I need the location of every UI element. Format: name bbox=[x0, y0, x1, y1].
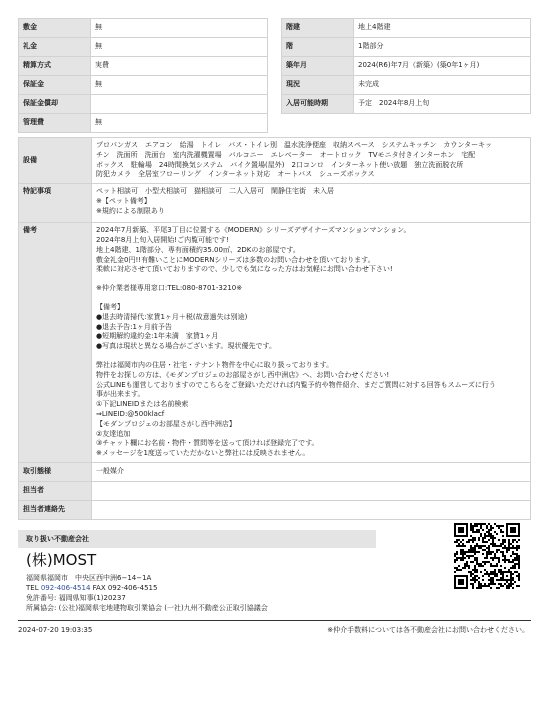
special-line: ※規約による制限あり bbox=[96, 206, 165, 215]
remarks-value bbox=[92, 223, 531, 463]
equipment-value bbox=[92, 138, 531, 184]
transaction-value: 一般媒介 bbox=[92, 462, 531, 481]
remarks-line: 物件をお探しの方は、《モダンプロジェのお部屋さがし西中洲店》へ、お問い合わせください! bbox=[96, 370, 390, 379]
building-value: 地上4階建 bbox=[354, 19, 531, 38]
equipment-line: プロパンガス エアコン 給湯 トイレ バス・トイレ別 温水洗浄便座 収納スペース システムキッチン カウンターキッ bbox=[96, 141, 492, 149]
special-line: ペット相談可 小型犬相談可 猫相談可 二人入居可 閑静住宅街 未入居 bbox=[96, 187, 334, 196]
commission-note: ※仲介手数料については各不動産会社にお問い合わせください。 bbox=[327, 626, 529, 634]
building-label: 現況 bbox=[282, 76, 354, 95]
building-value: 1階部分 bbox=[354, 38, 531, 57]
equipment-line: 防犯カメラ 全居室フローリング インターネット対応 オートバス シューズボックス bbox=[96, 170, 375, 179]
company-info bbox=[26, 573, 268, 614]
remarks-line: ※仲介業者様専用窓口:TEL:080-8701-3210※ bbox=[96, 284, 243, 293]
remarks-row bbox=[19, 223, 531, 463]
tel-prefix: TEL bbox=[26, 584, 41, 593]
details-table bbox=[18, 137, 531, 520]
remarks-line bbox=[96, 352, 526, 361]
staff-contact-value bbox=[92, 500, 531, 519]
term-value: 無 bbox=[91, 19, 268, 38]
equipment-line: ボックス 駐輪場 24時間換気システム バイク置場(屋外) 2口コンロ インターネット使い放題 独立洗面脱衣所 bbox=[96, 160, 464, 169]
footer-divider bbox=[18, 620, 531, 621]
equipment-label: 設備 bbox=[19, 138, 92, 184]
remarks-line: ●退去時清掃代:家賃1ヶ月＋税(故意過失は別途) bbox=[96, 312, 248, 321]
term-label: 管理費 bbox=[19, 114, 91, 133]
qr-code[interactable] bbox=[454, 523, 520, 589]
staff-value bbox=[92, 481, 531, 500]
remarks-line: ③チャット欄にお名前・物件・質問等を送って頂ければ登録完了です。 bbox=[96, 439, 319, 448]
association: 所属協会: (公社)福岡県宅地建物取引業協会 (一社)九州不動産公正取引協議会 bbox=[26, 604, 268, 613]
building-row bbox=[282, 38, 531, 57]
remarks-line: ①下記LINEIDまたは名前検索 bbox=[96, 400, 189, 409]
company-address: 福岡県福岡市 中央区西中洲6−14−1A bbox=[26, 574, 152, 582]
building-row bbox=[282, 19, 531, 38]
term-value: 無 bbox=[91, 38, 268, 57]
remarks-line: ②友達追加 bbox=[96, 429, 131, 438]
building-value: 2024(R6)年7月（新築）(築0年1ヶ月) bbox=[354, 57, 531, 76]
fax-number: FAX 092-406-4515 bbox=[90, 584, 158, 593]
building-value: 予定 2024年8月上旬 bbox=[354, 95, 531, 114]
remarks-line bbox=[96, 294, 526, 303]
remarks-line: ※メッセージを1度送っていただかないと弊社には反映されません。 bbox=[96, 449, 310, 458]
term-value: 実費 bbox=[91, 57, 268, 76]
company-section-header: 取り扱い不動産会社 bbox=[18, 530, 376, 548]
term-value bbox=[91, 95, 268, 114]
term-row bbox=[19, 38, 268, 57]
building-row bbox=[282, 95, 531, 114]
building-row bbox=[282, 57, 531, 76]
staff-row bbox=[19, 481, 531, 500]
company-phone-line bbox=[26, 583, 268, 593]
building-label: 入居可能時期 bbox=[282, 95, 354, 114]
remarks-line: 柔軟に対応させて頂いておりますので、少しでも気になった方はお気軽にお問い合わせ下さい! bbox=[96, 265, 393, 274]
transaction-row bbox=[19, 462, 531, 481]
staff-label: 担当者 bbox=[19, 481, 92, 500]
tel-link[interactable]: 092-406-4514 bbox=[40, 584, 91, 593]
term-label: 精算方式 bbox=[19, 57, 91, 76]
special-line: ※【ペット備考】 bbox=[96, 196, 151, 205]
staff-contact-row bbox=[19, 500, 531, 519]
building-label: 築年月 bbox=[282, 57, 354, 76]
transaction-label: 取引態様 bbox=[19, 462, 92, 481]
building-info-table bbox=[281, 18, 531, 114]
remarks-line: 弊社は福岡市内の住居・社宅・テナント物件を中心に取り扱っております。 bbox=[96, 360, 334, 369]
term-value: 無 bbox=[91, 114, 268, 133]
remarks-label: 備考 bbox=[19, 223, 92, 463]
building-label: 階 bbox=[282, 38, 354, 57]
license-number: 免許番号: 福岡県知事(1)20237 bbox=[26, 594, 126, 603]
remarks-line: ●退去予告:1ヶ月前予告 bbox=[96, 322, 172, 331]
special-notes-value bbox=[92, 184, 531, 223]
term-value: 無 bbox=[91, 76, 268, 95]
special-notes-row bbox=[19, 184, 531, 223]
term-label: 礼金 bbox=[19, 38, 91, 57]
remarks-line: ⇒LINEID:@500klacf bbox=[96, 409, 165, 418]
remarks-line bbox=[96, 275, 526, 284]
term-label: 保証金 bbox=[19, 76, 91, 95]
building-label: 階建 bbox=[282, 19, 354, 38]
term-label: 敷金 bbox=[19, 19, 91, 38]
remarks-line: 敷金礼金0円!!有難いことにMODERNシリーズは多数のお問い合わせを頂いております。 bbox=[96, 255, 375, 264]
remarks-line: ●短期解約違約金:1年未満 家賃1ヶ月 bbox=[96, 332, 219, 341]
staff-contact-label: 担当者連絡先 bbox=[19, 500, 92, 519]
term-row bbox=[19, 19, 268, 38]
remarks-line: 事が出来ます。 bbox=[96, 390, 145, 399]
remarks-line: 地上4階建、1階部分、専有面積約35.00㎡、2DKのお部屋です。 bbox=[96, 245, 300, 254]
term-row bbox=[19, 76, 268, 95]
remarks-line: 【モダンプロジェのお部屋さがし西中洲店】 bbox=[96, 419, 236, 428]
term-row bbox=[19, 95, 268, 114]
remarks-line: 2024年8月上旬入居開始!ご内覧可能です! bbox=[96, 235, 229, 244]
remarks-line: ●写真は現状と異なる場合がございます。現状優先です。 bbox=[96, 342, 276, 351]
term-row bbox=[19, 114, 268, 133]
building-value: 未完成 bbox=[354, 76, 531, 95]
remarks-line: 2024年7月新築、平尾3丁目に位置する《MODERN》シリーズデザイナーズマンションマンション。 bbox=[96, 226, 411, 235]
company-name: (株)MOST bbox=[26, 551, 97, 569]
remarks-line: 公式LINEも運営しておりますのでこちらをご登録いただければ内覧予約や物件紹介、まだご質問に対する回答もスムーズに行う bbox=[96, 380, 496, 389]
building-row bbox=[282, 76, 531, 95]
property-terms-table bbox=[18, 18, 268, 133]
equipment-row bbox=[19, 138, 531, 184]
term-row bbox=[19, 57, 268, 76]
remarks-line: 【備考】 bbox=[96, 302, 124, 311]
equipment-line: チン 洗面所 洗面台 室内洗濯機置場 バルコニー エレベーター オートロック TVモニタ付きインターホン 宅配 bbox=[96, 150, 476, 159]
special-notes-label: 特記事項 bbox=[19, 184, 92, 223]
term-label: 保証金償却 bbox=[19, 95, 91, 114]
print-date: 2024-07-20 19:03:35 bbox=[18, 626, 93, 634]
